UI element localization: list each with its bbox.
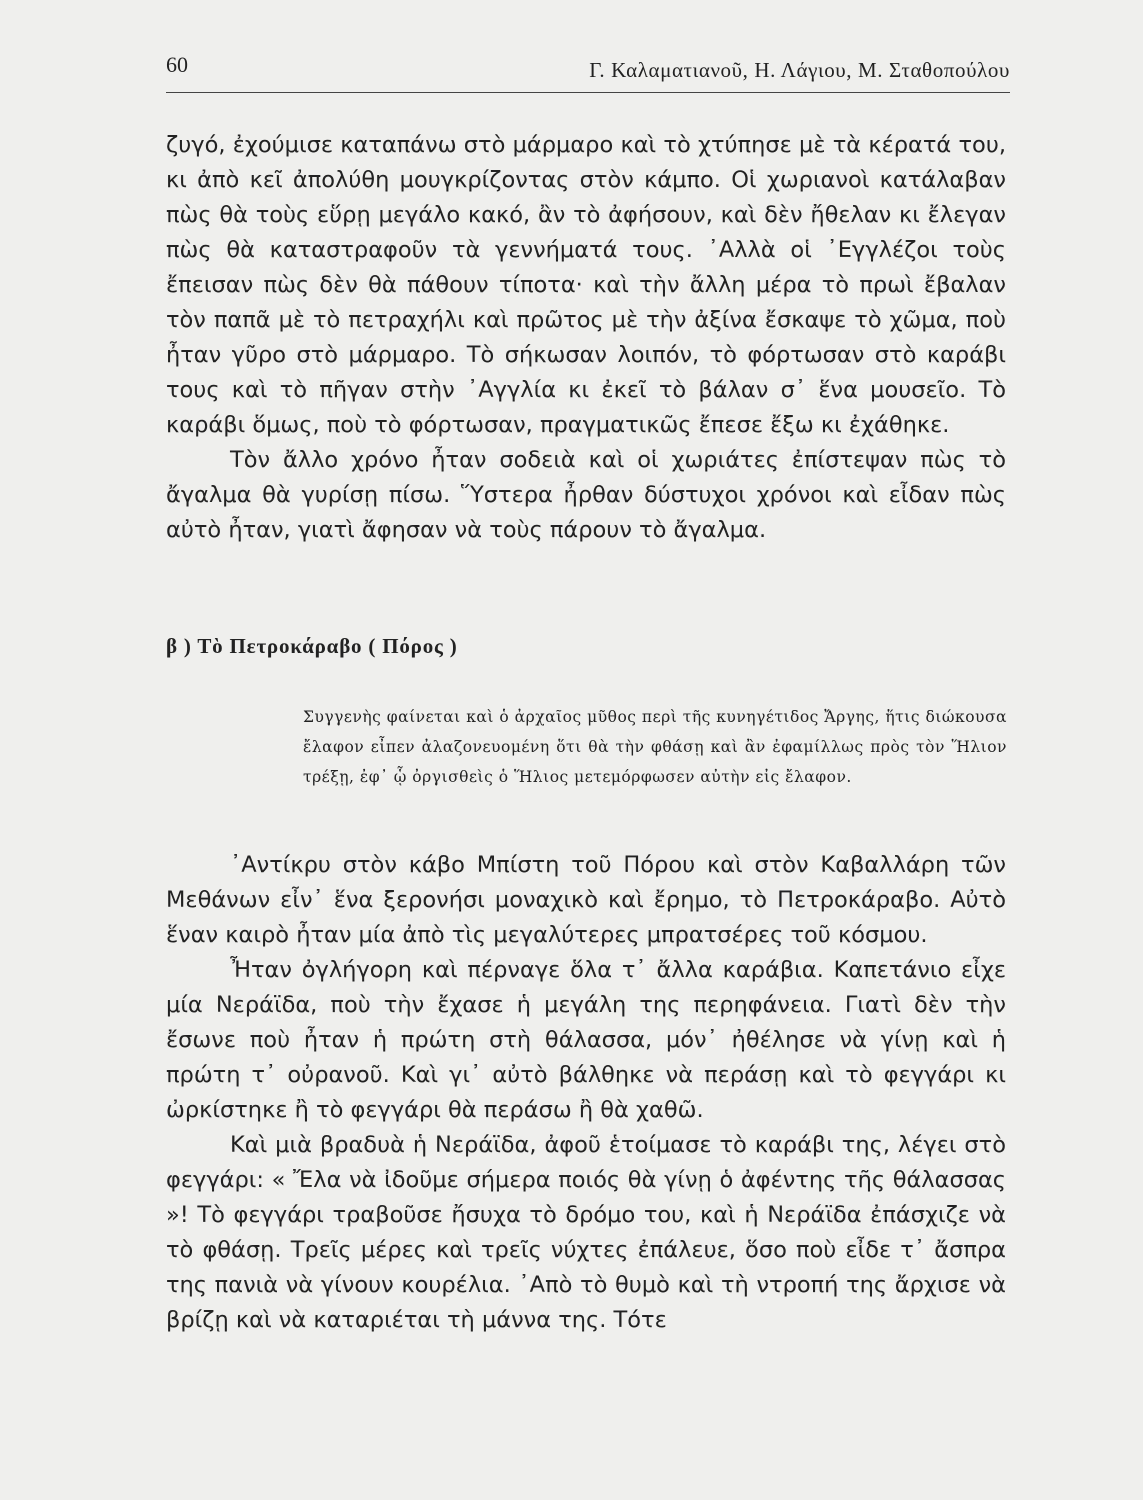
paragraph: ᾿Αντίκρυ στὸν κάβο Μπίστη τοῦ Πόρου καὶ στὸν Καβαλλάρη τῶν Μεθάνων εἶν᾿ ἕνα ξερονήσι μοναχικὸ καὶ ἔρημο, τὸ Πετροκάραβο. Αὐτὸ ἕναν καιρὸ ἦταν μία ἀπὸ τὶς μεγαλύτερες μπρατσέρες τοῦ κόσμου. [166,852,1006,948]
header-authors: Γ. Καλαματιανοῦ, Η. Λάγιου, Μ. Σταθοπούλου [589,58,1010,82]
page-number: 60 [166,52,188,77]
section-heading: β ) Τὸ Πετροκάραβο ( Πόρος ) [166,634,458,658]
paragraph: Ἦταν ὀγλήγορη καὶ πέρναγε ὅλα τ᾿ ἄλλα καράβια. Καπετάνιο εἶχε μία Νεράϊδα, ποὺ τὴν ἔχασε ἡ μεγάλη της περηφάνεια. Γιατὶ δὲν τὴν ἔσωνε ποὺ ἦταν ἡ πρώτη στὴ θάλασσα, μόν᾿ ἠθέλησε νὰ γίνῃ καὶ ἡ πρώτη τ᾿ οὐρανοῦ. Καὶ γι᾿ αὐτὸ βάλθηκε νὰ περάσῃ καὶ τὸ φεγγάρι κι ὠρκίστηκε ἢ τὸ φεγγάρι θὰ περάσω ἢ θὰ χαθῶ. [166,957,1006,1123]
paragraph-continued: ζυγό, ἐχούμισε καταπάνω στὸ μάρμαρο καὶ τὸ χτύπησε μὲ τὰ κέρατά του, κι ἀπὸ κεῖ ἀπολύθη μουγκρίζοντας στὸν κάμπο. Οἱ χωριανοὶ κατάλαβαν πὼς θὰ τοὺς εὕρῃ μεγάλο κακό, ἂν τὸ ἀφήσουν, καὶ δὲν ἤθελαν κι ἔλεγαν πὼς θὰ καταστραφοῦν τὰ γεννήματά τους. ᾿Αλλὰ οἱ ᾿Εγγλέζοι τοὺς ἔπεισαν πὼς δὲν θὰ πάθουν τίποτα· καὶ τὴν ἄλλη μέρα τὸ πρωὶ ἔβαλαν τὸν παπᾶ μὲ τὸ πετραχήλι καὶ πρῶτος μὲ τὴν ἀξίνα ἔσκαψε τὸ χῶμα, ποὺ ἦταν γῦρο στὸ μάρμαρο. Τὸ σήκωσαν λοιπόν, τὸ φόρτωσαν στὸ καράβι τους καὶ τὸ πῆγαν στὴν ᾿Αγγλία κι ἐκεῖ τὸ βάλαν σ᾿ ἕνα μουσεῖο. Τὸ καράβι ὅμως, ποὺ τὸ φόρτωσαν, πραγματικῶς ἔπεσε ἔξω κι ἐχάθηκε. [166,132,1006,438]
paragraph: Τὸν ἄλλο χρόνο ἦταν σοδειὰ καὶ οἱ χωριάτες ἐπίστεψαν πὼς τὸ ἄγαλμα θὰ γυρίσῃ πίσω. Ὕστερα ἦρθαν δύστυχοι χρόνοι καὶ εἶδαν πὼς αὐτὸ ἦταν, γιατὶ ἄφησαν νὰ τοὺς πάρουν τὸ ἄγαλμα. [166,447,1006,543]
running-head [166,52,1010,93]
epigraph: Συγγενὴς φαίνεται καὶ ὁ ἀρχαῖος μῦθος περὶ τῆς κυνηγέτιδος Ἄργης, ἥτις διώκουσα ἔλαφον εἶπεν ἀλαζονευομένη ὅτι θὰ τὴν φθάσῃ καὶ ἂν ἐφαμίλλως πρὸς τὸν Ἥλιον τρέξῃ, ἐφ᾿ ᾧ ὀργισθεὶς ὁ Ἥλιος μετεμόρφωσεν αὐτὴν εἰς ἔλαφον. [303,708,1007,786]
text-block-2 [166,848,1006,1338]
paragraph: Καὶ μιὰ βραδυὰ ἡ Νεράϊδα, ἀφοῦ ἑτοίμασε τὸ καράβι της, λέγει στὸ φεγγάρι: « Ἔλα νὰ ἰδοῦμε σήμερα ποιός θὰ γίνῃ ὁ ἀφέντης τῆς θάλασσας »! Τὸ φεγγάρι τραβοῦσε ἤσυχα τὸ δρόμο του, καὶ ἡ Νεράϊδα ἐπάσχιζε νὰ τὸ φθάσῃ. Τρεῖς μέρες καὶ τρεῖς νύχτες ἐπάλευε, ὅσο ποὺ εἶδε τ᾿ ἄσπρα της πανιὰ νὰ γίνουν κουρέλια. ᾿Απὸ τὸ θυμὸ καὶ τὴ ντροπή της ἄρχισε νὰ βρίζῃ καὶ νὰ καταριέται τὴ μάννα της. Τότε [166,1132,1006,1333]
text-block-1 [166,128,1006,548]
